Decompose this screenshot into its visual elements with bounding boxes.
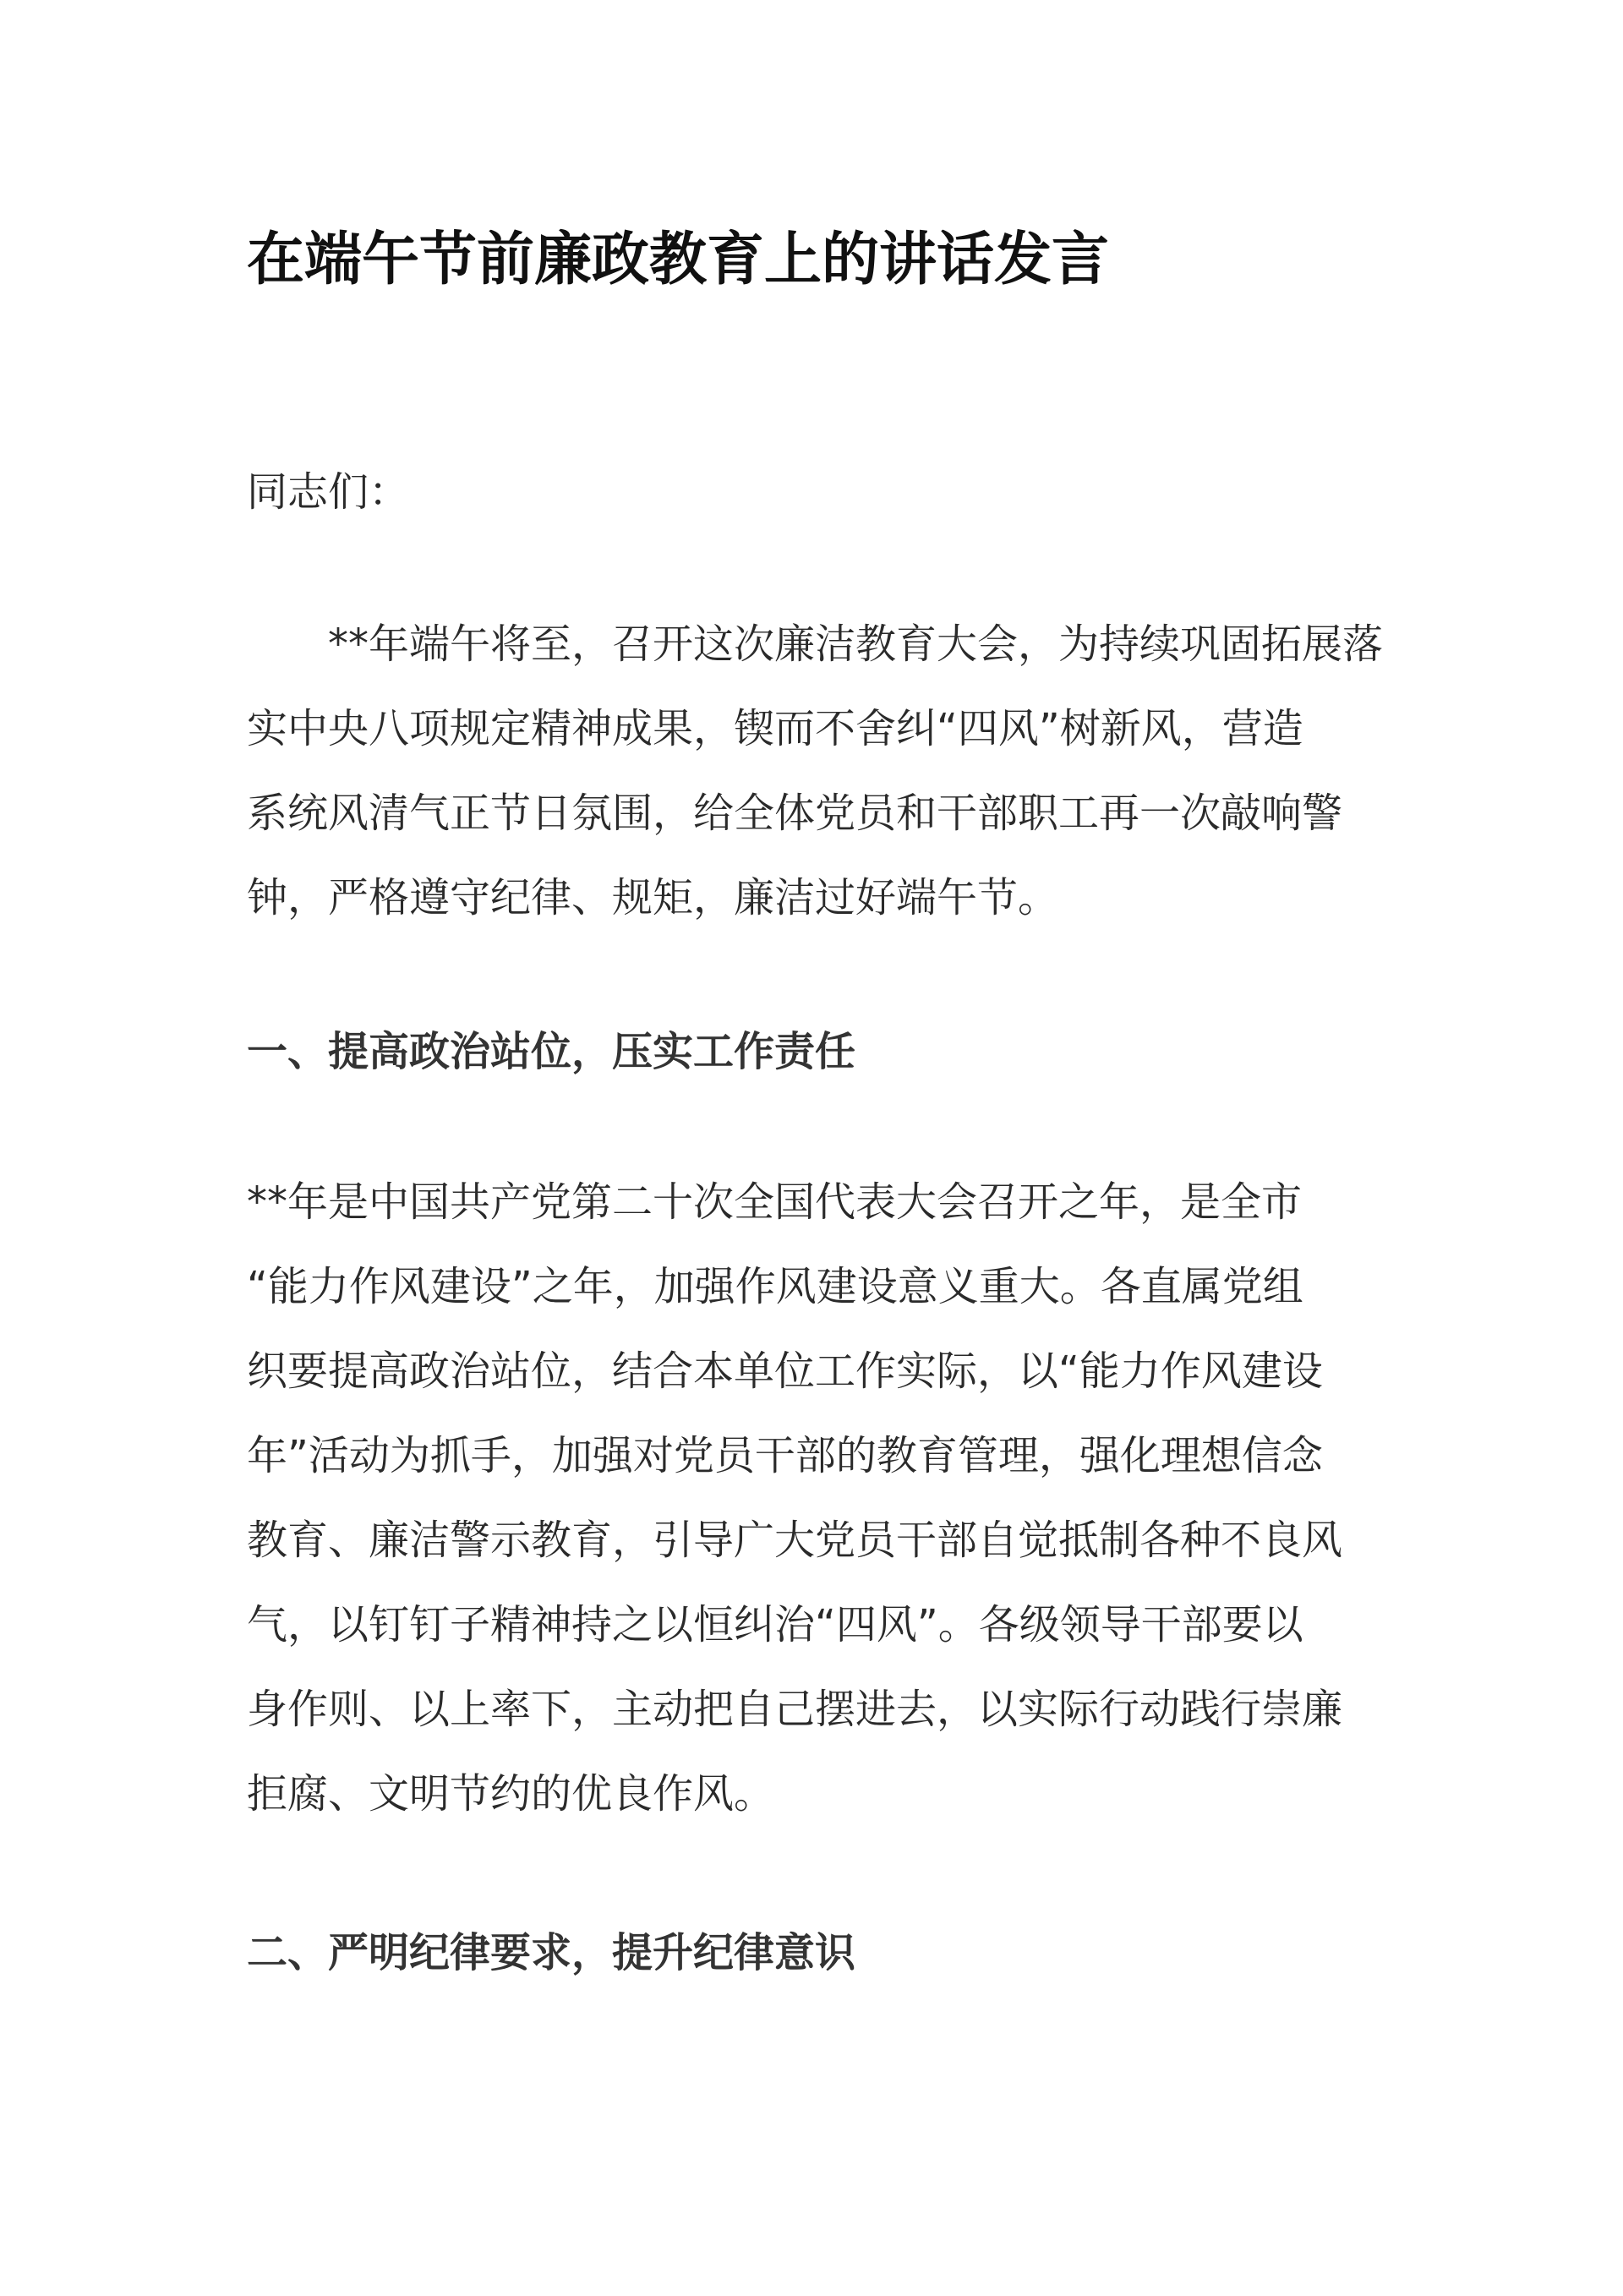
- paragraph-line: 气，以钉钉子精神持之以恒纠治“四风”。各级领导干部要以: [247, 1601, 1303, 1648]
- paragraph-line: **年端午将至，召开这次廉洁教育大会，为持续巩固拓展落: [247, 620, 1384, 668]
- paragraph-line: 钟，严格遵守纪律、规矩，廉洁过好端午节。: [247, 874, 1059, 921]
- intro-paragraph: [247, 602, 1383, 940]
- section-heading-1: 一、提高政治站位，压实工作责任: [247, 1028, 856, 1075]
- section-1-paragraph: [247, 1160, 1342, 1836]
- document-title: 在端午节前廉政教育上的讲话发言: [247, 227, 1110, 293]
- paragraph-line: 系统风清气正节日氛围，给全体党员和干部职工再一次敲响警: [247, 790, 1343, 837]
- paragraph-line: 年”活动为抓手，加强对党员干部的教育管理，强化理想信念: [247, 1432, 1323, 1479]
- section-heading-2: 二、严明纪律要求，提升纪律意识: [247, 1929, 856, 1976]
- salutation: 同志们：: [247, 468, 410, 516]
- paragraph-line: 织要提高政治站位，结合本单位工作实际，以“能力作风建设: [247, 1348, 1323, 1395]
- paragraph-line: 拒腐、文明节约的优良作风。: [247, 1770, 775, 1818]
- paragraph-line: “能力作风建设”之年，加强作风建设意义重大。各直属党组: [247, 1263, 1303, 1310]
- paragraph-line: 身作则、以上率下，主动把自己摆进去，以实际行动践行崇廉: [247, 1686, 1343, 1733]
- paragraph-line: 实中央八项规定精神成果，锲而不舍纠“四风”树新风，营造: [247, 705, 1303, 752]
- paragraph-line: 教育、廉洁警示教育，引导广大党员干部自觉抵制各种不良风: [247, 1517, 1343, 1564]
- paragraph-line: **年是中国共产党第二十次全国代表大会召开之年，是全市: [247, 1178, 1303, 1226]
